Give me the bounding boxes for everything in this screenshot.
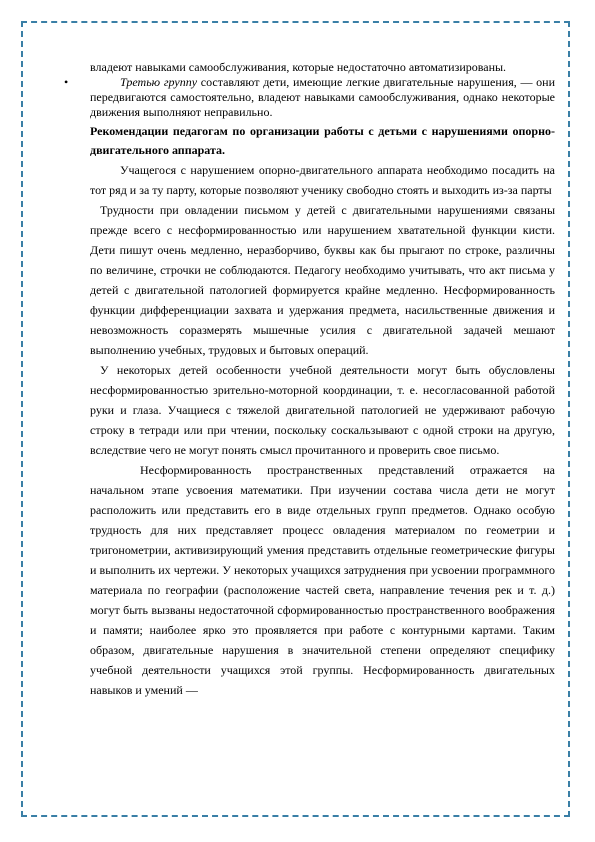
recommendations-heading: Рекомендации педагогам по организации работы с детьми с нарушениями опорно-двигательного аппарата. [90,124,555,157]
list-item-third-group [64,75,556,120]
document-body [64,60,556,700]
bullet-marker: • [64,75,69,89]
third-group-term: Третью группу [120,75,198,89]
paragraph-third-group [90,75,555,120]
paragraph-seating-recommendation: Учащегося с нарушением опорно-двигательного аппарата необходимо посадить на тот ряд и за ту парту, которые позволяют ученику свободно стоять и выходить из-за парты [90,163,555,197]
paragraph-spatial-representations: Несформированность пространственных представлений отражается на начальном этапе усвоения математики. При изучении состава числа дети не могут расположить или представить его в виде отдельных групп предметов. Однако особую трудность для них представляет процесс овладения материалом по геометрии и тригонометрии, активизирующий умения представить отдельные геометрические фигуры и выполнить их чертежи. У некоторых учащихся затруднения при усвоении программного материала по географии (расположение частей света, направление течения рек и т. д.) могут быть вызваны недостаточной сформированностью пространственного воображения и памяти; наиболее ярко это проявляется при работе с контурными картами. Таким образом, двигательные нарушения в значительной степени определяют специфику учебной деятельности учащихся этой группы. Несформированность двигательных навыков и умений — [90,463,555,697]
paragraph-writing-difficulties: Трудности при овладении письмом у детей с двигательными нарушениями связаны прежде всего с несформированностью или нарушением хватательной функции кисти. Дети пишут очень медленно, неразборчиво, буквы как бы прыгают по строке, различны по величине, строчки не соблюдаются. Педагогу необходимо учитывать, что акт письма у детей с двигательной патологией формируется крайне медленно. Несформированность функции дифференциации захвата и удержания предмета, насильственные движения и невозможность соразмерять мышечные усилия с двигательной задачей мешают выполнению учебных, трудовых и бытовых операций. [90,203,555,357]
paragraph-visual-motor-coordination: У некоторых детей особенности учебной деятельности могут быть обусловлены несформированностью зрительно-моторной координации, т. е. несогласованной работой руки и глаза. Учащиеся с тяжелой двигательной патологией не удерживают рабочую строку в тетради или при чтении, поскольку соскальзывают с одной строки на другую, вследствие чего не могут понять смысл прочитанного и проверить свое письмо. [90,363,555,457]
paragraph-self-service-continuation: владеют навыками самообслуживания, которые недостаточно автоматизированы. [90,60,507,74]
third-group-description: составляют дети, имеющие легкие двигательные нарушения, — они передвигаются самостоятельно, владеют навыками самообслуживания, однако некоторые движения выполняют неправильно. [90,75,556,119]
